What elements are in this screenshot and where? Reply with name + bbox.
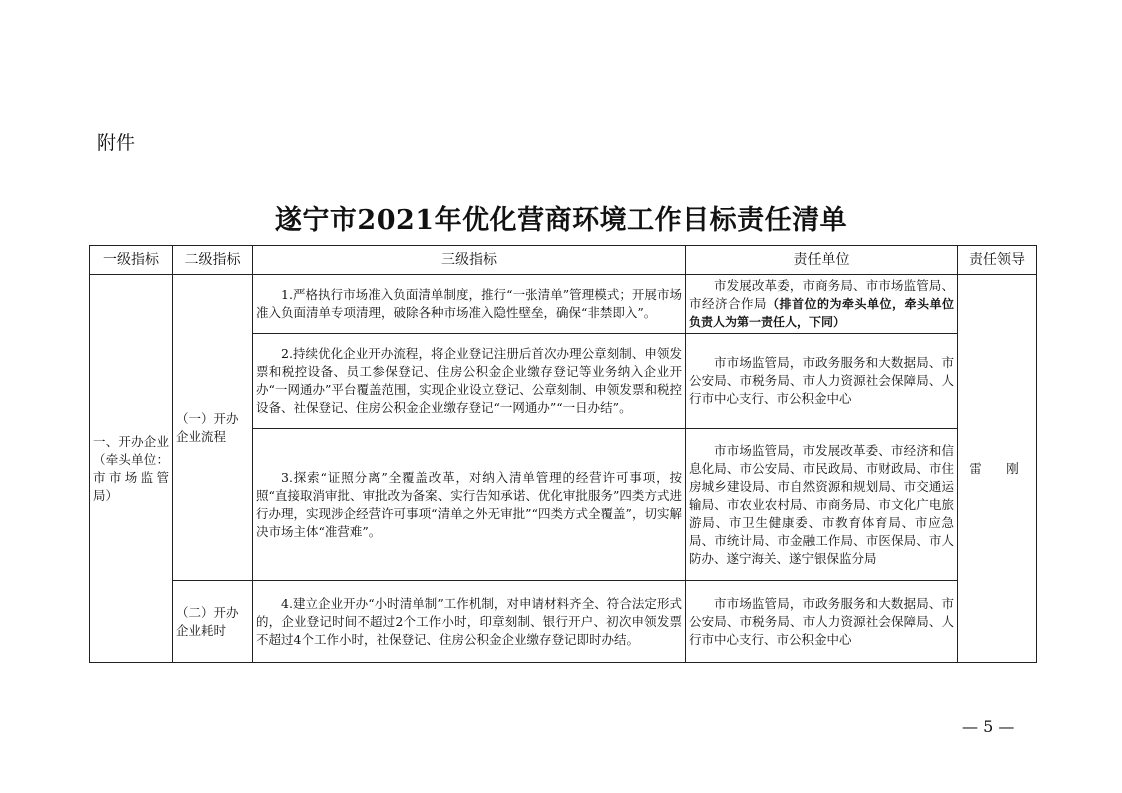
table-row	[90, 275, 1037, 334]
header-leader: 责任领导	[958, 246, 1037, 275]
units-note: （排首位的为牵头单位，牵头单位负责人为第一责任人，下同）	[689, 297, 954, 329]
responsible-units: 市市场监管局，市政务服务和大数据局、市公安局、市税务局、市人力资源社会保障局、人行市中心支行、市公积金中心	[686, 334, 958, 429]
page-number: — 5 —	[962, 717, 1015, 736]
attachment-label: 附件	[97, 132, 136, 154]
level3-task: 4.建立企业开办“小时清单制”工作机制，对申请材料齐全、符合法定形式的，企业登记时间不超过2个工作小时，印章刻制、银行开户、初次申领发票不超过4个工作小时，社保登记、住房公积金企业缴存登记即时办结。	[253, 581, 686, 663]
header-level2: 二级指标	[173, 246, 253, 275]
responsible-units: 市市场监管局，市政务服务和大数据局、市公安局、市税务局、市人力资源社会保障局、人行市中心支行、市公积金中心	[686, 581, 958, 663]
document-title: 遂宁市2021年优化营商环境工作目标责任清单	[274, 205, 848, 236]
level1-indicator: 一、开办企业（牵头单位：市市场监管局）	[90, 275, 173, 663]
level3-task: 3.探索“证照分离”全覆盖改革，对纳入清单管理的经营许可事项，按照“直接取消审批、审批改为备案、实行告知承诺、优化审批服务”四类方式进行办理，实现涉企经营许可事项“清单之外无审批”“四类方式全覆盖”，切实解决市场主体“准营难”。	[253, 429, 686, 581]
header-level3: 三级指标	[253, 246, 686, 275]
table-header-row	[90, 246, 1037, 275]
level3-task: 2.持续优化企业开办流程，将企业登记注册后首次办理公章刻制、申领发票和税控设备、员工参保登记、住房公积金企业缴存登记等业务纳入企业开办“一网通办”平台覆盖范围，实现企业设立登记、公章刻制、申领发票和税控设备、社保登记、住房公积金企业缴存登记“一网通办”“一日办结”。	[253, 334, 686, 429]
table-row	[90, 581, 1037, 663]
responsible-units: 市市场监管局，市发展改革委、市经济和信息化局、市公安局、市民政局、市财政局、市住房城乡建设局、市自然资源和规划局、市交通运输局、市农业农村局、市商务局、市文化广电旅游局、市卫生健康委、市教育体育局、市应急局、市统计局、市金融工作局、市医保局、市人防办、遂宁海关、遂宁银保监分局	[686, 429, 958, 581]
level2-indicator: （二）开办企业耗时	[173, 581, 253, 663]
responsible-units	[686, 275, 958, 334]
units-text: 市发展改革委，市商务局、市市场监管局、市经济合作局	[689, 278, 954, 311]
responsibility-table	[89, 245, 1037, 663]
header-units: 责任单位	[686, 246, 958, 275]
header-level1: 一级指标	[90, 246, 173, 275]
responsible-leader: 雷 刚	[958, 275, 1037, 663]
level2-indicator: （一）开办企业流程	[173, 275, 253, 581]
level3-task: 1.严格执行市场准入负面清单制度，推行“一张清单”管理模式；开展市场准入负面清单专项清理，破除各种市场准入隐性壁垒，确保“非禁即入”。	[253, 275, 686, 334]
